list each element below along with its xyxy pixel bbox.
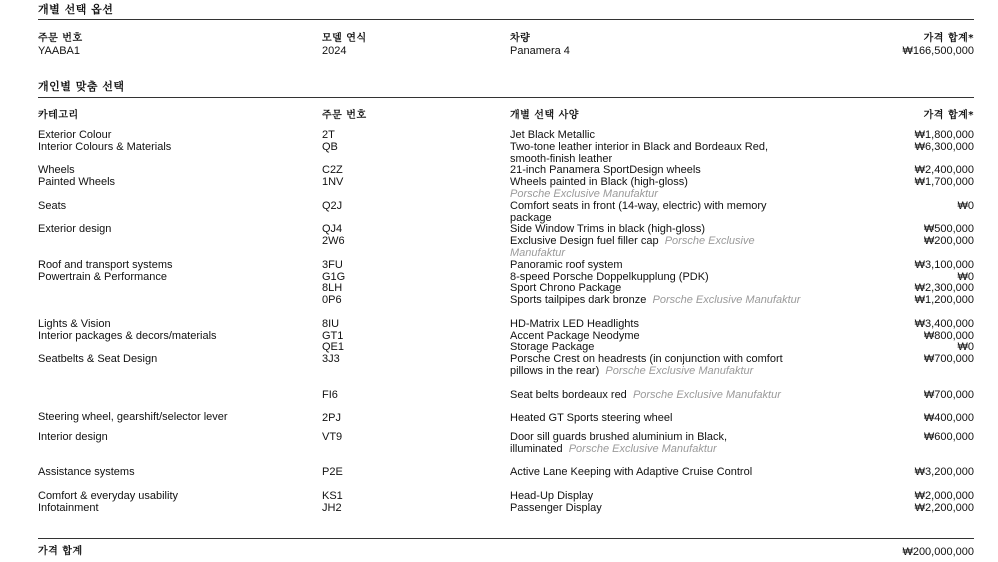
row-category: Painted Wheels: [38, 176, 116, 189]
row-price: ₩200,000: [923, 235, 974, 248]
option-name: Heated GT Sports steering wheel: [510, 412, 673, 425]
row-code: 3J3: [322, 353, 340, 366]
row-option-description: [510, 467, 810, 479]
table-row: [38, 413, 974, 432]
row-category: Interior packages & decors/materials: [38, 329, 217, 342]
row-code: 2T: [322, 129, 335, 141]
row-price: ₩700,000: [923, 353, 974, 366]
row-price: ₩0: [957, 341, 974, 354]
model-year-label: 모델 연식: [322, 33, 367, 44]
header-price: 가격 합계*: [923, 110, 974, 121]
row-category: Steering wheel, gearshift/selector lever: [38, 411, 228, 424]
divider: [38, 19, 974, 20]
table-row: [38, 260, 974, 272]
option-name: Head-Up Display: [510, 490, 594, 503]
row-code: 8IU: [322, 317, 340, 330]
table-row: [38, 130, 974, 142]
manufaktur-note: Porsche Exclusive Manufaktur: [652, 294, 801, 307]
option-name: Exclusive Design fuel filler cap: [510, 235, 659, 248]
table-row: [38, 503, 974, 515]
row-code: GT1: [322, 329, 344, 342]
section-title-individual-options: 개별 선택 옵션: [38, 3, 114, 16]
header-category: 카테고리: [38, 110, 79, 121]
table-row: [38, 177, 974, 201]
manufaktur-note: Porsche Exclusive Manufaktur: [632, 388, 781, 401]
table-row: [38, 390, 974, 414]
row-category: Lights & Vision: [38, 317, 111, 330]
row-category: Interior Colours & Materials: [38, 140, 172, 153]
option-name: 21-inch Panamera SportDesign wheels: [510, 164, 701, 177]
total-row: [38, 546, 974, 560]
option-name: HD-Matrix LED Headlights: [510, 317, 639, 330]
option-name: Storage Package: [510, 341, 595, 354]
row-code: KS1: [322, 490, 343, 503]
table-row: [38, 165, 974, 177]
row-price: ₩3,100,000: [914, 258, 974, 271]
table-row: [38, 467, 974, 491]
table-header: [38, 110, 974, 132]
vehicle-value: Panamera 4: [510, 45, 570, 57]
row-code: 0P6: [322, 294, 342, 307]
option-name: Seat belts bordeaux red: [510, 388, 627, 401]
total-value: ₩200,000,000: [902, 546, 974, 558]
table-row: [38, 236, 974, 260]
option-name: Two-tone leather interior in Black and Bordeaux Red, smooth-finish leather: [510, 140, 769, 165]
model-year-value: 2024: [322, 45, 347, 57]
row-code: VT9: [322, 431, 343, 444]
row-code: G1G: [322, 270, 346, 283]
manufaktur-note: Porsche Exclusive Manufaktur: [605, 364, 754, 377]
row-price: ₩3,400,000: [914, 317, 974, 330]
section-title-custom-selection: 개인별 맞춤 선택: [38, 80, 125, 93]
table-row: [38, 331, 974, 343]
table-row: [38, 354, 974, 389]
row-category: Interior design: [38, 431, 108, 444]
option-name: Active Lane Keeping with Adaptive Cruise Control: [510, 466, 753, 479]
row-code: QB: [322, 140, 338, 153]
table-row: [38, 272, 974, 284]
row-price: ₩2,200,000: [914, 501, 974, 514]
row-code: 2PJ: [322, 412, 341, 425]
row-code: 8LH: [322, 282, 343, 295]
option-name: Wheels painted in Black (high-gloss): [510, 176, 688, 189]
table-row: [38, 432, 974, 467]
divider: [38, 97, 974, 98]
row-category: Seats: [38, 199, 67, 212]
row-price: ₩2,000,000: [914, 490, 974, 503]
row-category: Seatbelts & Seat Design: [38, 353, 158, 366]
row-option-description: [510, 354, 810, 378]
row-code: 3FU: [322, 258, 343, 271]
option-name: Porsche Crest on headrests (in conjunction with comfort pillows in the rear): [510, 353, 783, 377]
total-label: 가격 합계: [38, 546, 83, 557]
row-category: Roof and transport systems: [38, 258, 173, 271]
manufaktur-note: Porsche Exclusive Manufaktur: [510, 187, 658, 200]
row-price: ₩2,400,000: [914, 164, 974, 177]
row-category: Assistance systems: [38, 466, 135, 479]
row-code: Q2J: [322, 199, 343, 212]
row-option-description: [510, 413, 810, 425]
table-row: [38, 295, 974, 319]
row-price: ₩1,700,000: [914, 176, 974, 189]
price-value: ₩166,500,000: [902, 45, 974, 57]
vehicle-summary: [38, 33, 974, 63]
row-price: ₩2,300,000: [914, 282, 974, 295]
price-label: 가격 합계*: [923, 33, 974, 44]
row-price: ₩6,300,000: [914, 140, 974, 153]
option-name: Comfort seats in front (14-way, electric) with memory package: [510, 199, 767, 224]
table-row: [38, 491, 974, 503]
table-row: [38, 142, 974, 166]
option-name: Side Window Trims in black (high-gloss): [510, 223, 706, 236]
row-option-description: [510, 390, 810, 402]
summary-vehicle: [510, 33, 830, 57]
row-code: 1NV: [322, 176, 344, 189]
row-price: ₩400,000: [923, 412, 974, 425]
row-price: ₩800,000: [923, 329, 974, 342]
option-name: Door sill guards brushed aluminium in Black, illuminated: [510, 431, 728, 455]
option-name: Sports tailpipes dark bronze: [510, 294, 647, 307]
option-name: Panoramic roof system: [510, 258, 623, 271]
manufaktur-note: Porsche Exclusive Manufaktur: [568, 442, 717, 455]
option-name: Sport Chrono Package: [510, 282, 622, 295]
row-category: Wheels: [38, 164, 75, 177]
header-option: 개별 선택 사양: [510, 110, 579, 121]
order-no-value: YAABA1: [38, 45, 80, 57]
option-name: Accent Package Neodyme: [510, 329, 640, 342]
table-row: [38, 283, 974, 295]
row-option-description: [510, 503, 810, 515]
option-name: Jet Black Metallic: [510, 129, 595, 141]
row-category: Exterior Colour: [38, 129, 112, 141]
order-no-label: 주문 번호: [38, 33, 83, 44]
row-price: ₩600,000: [923, 431, 974, 444]
header-code: 주문 번호: [322, 110, 367, 121]
row-option-description: [510, 236, 810, 260]
manufaktur-note: Porsche Exclusive Manufaktur: [510, 235, 755, 259]
row-price: ₩1,200,000: [914, 294, 974, 307]
row-option-description: [510, 142, 810, 166]
row-code: FI6: [322, 388, 338, 401]
table-row: [38, 201, 974, 225]
vehicle-label: 차량: [510, 33, 531, 44]
row-code: 2W6: [322, 235, 345, 248]
row-code: P2E: [322, 466, 343, 479]
row-price: ₩500,000: [923, 223, 974, 236]
row-price: ₩0: [957, 199, 974, 212]
row-price: ₩0: [957, 270, 974, 283]
row-price: ₩1,800,000: [914, 129, 974, 141]
table-row: [38, 342, 974, 354]
option-name: Passenger Display: [510, 501, 602, 514]
table-row: [38, 224, 974, 236]
table-row: [38, 319, 974, 331]
row-category: Comfort & everyday usability: [38, 490, 178, 503]
row-option-description: [510, 295, 810, 307]
row-option-description: [510, 432, 810, 456]
summary-order-no: [38, 33, 308, 57]
summary-model-year: [322, 33, 502, 57]
row-category: Infotainment: [38, 501, 99, 514]
row-code: QJ4: [322, 223, 343, 236]
row-option-description: [510, 201, 810, 225]
row-code: QE1: [322, 341, 345, 354]
divider: [38, 538, 974, 539]
row-category: Powertrain & Performance: [38, 270, 167, 283]
row-code: C2Z: [322, 164, 343, 177]
option-name: 8-speed Porsche Doppelkupplung (PDK): [510, 270, 709, 283]
row-option-description: [510, 177, 810, 201]
summary-price: [824, 33, 974, 57]
row-price: ₩3,200,000: [914, 466, 974, 479]
row-category: Exterior design: [38, 223, 112, 236]
row-code: JH2: [322, 501, 342, 514]
row-price: ₩700,000: [923, 388, 974, 401]
